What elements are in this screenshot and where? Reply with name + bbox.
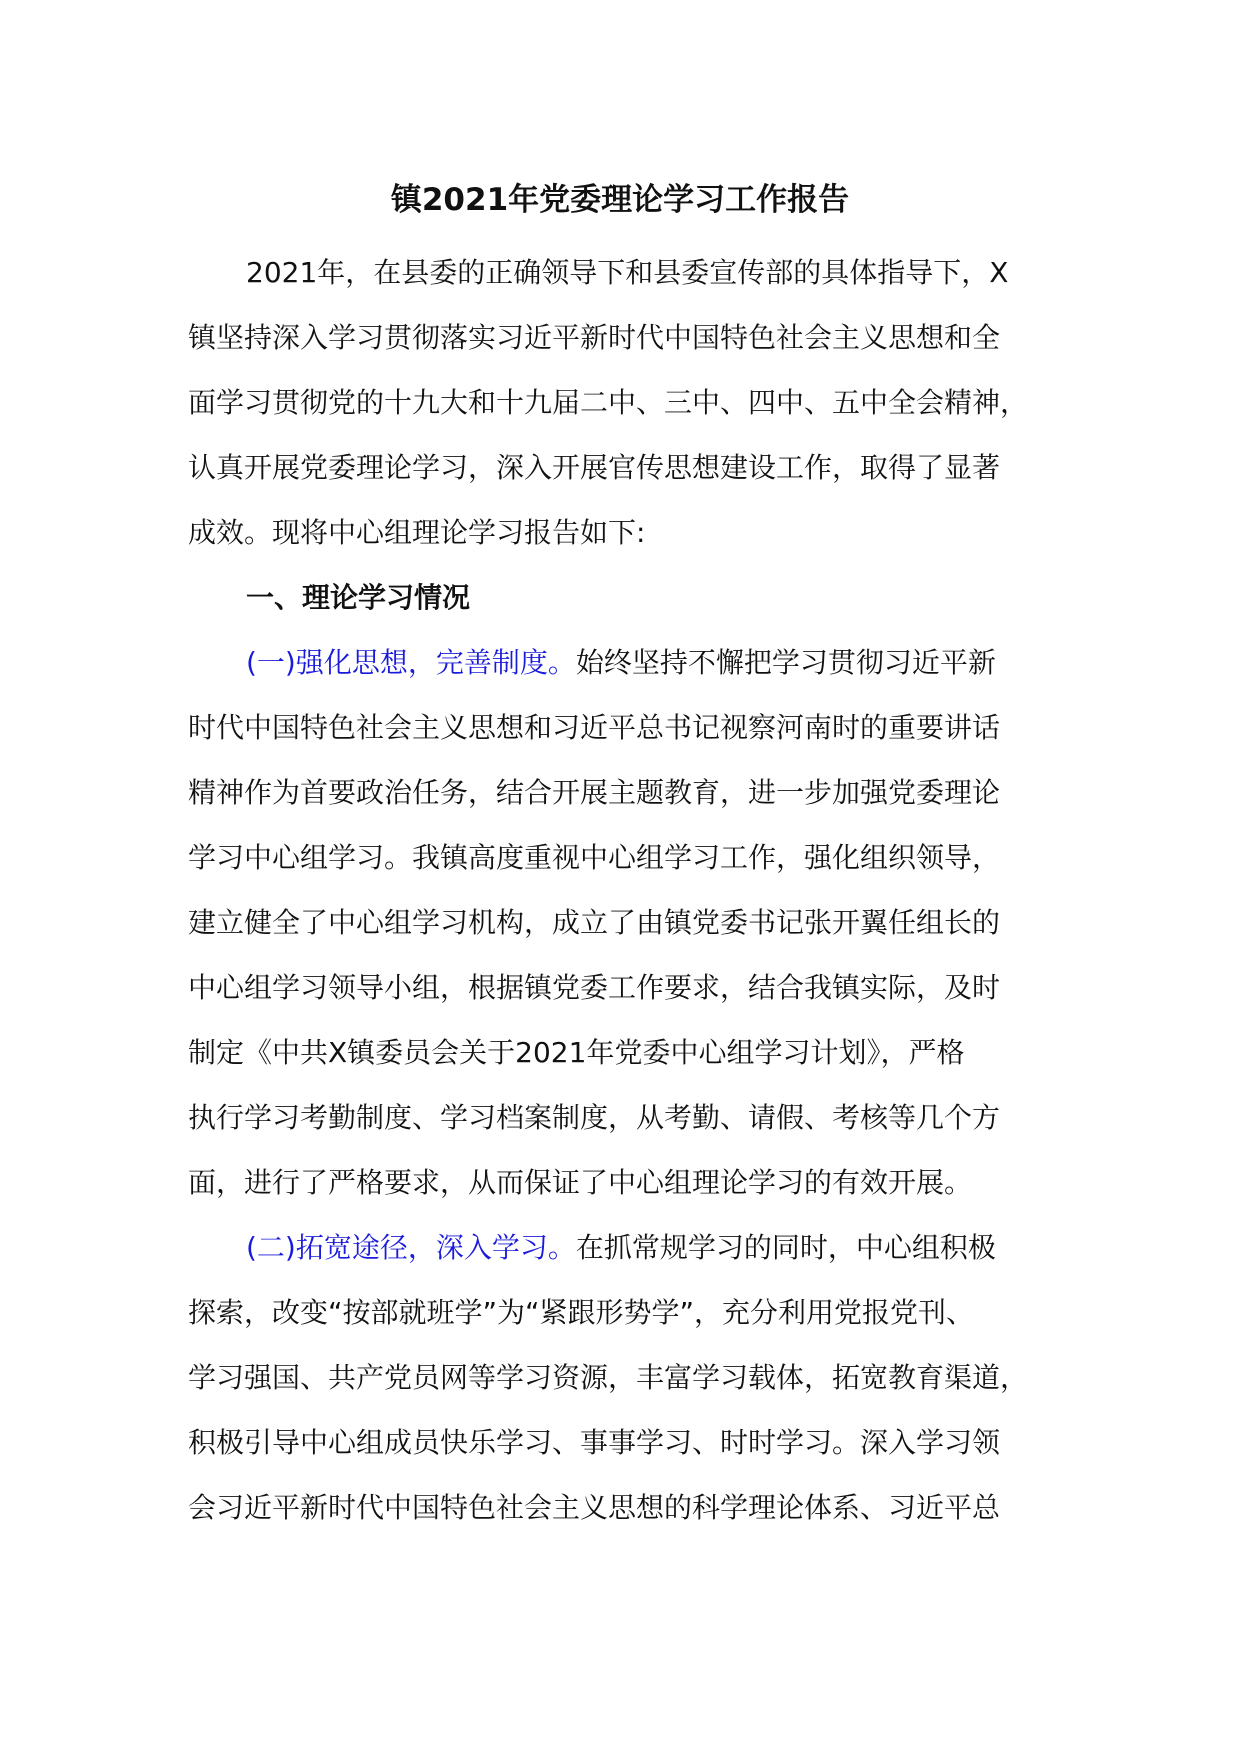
intro-line: 成效。现将中心组理论学习报告如下: (188, 516, 646, 549)
paragraph-line: 面，进行了严格要求，从而保证了中心组理论学习的有效开展。 (188, 1166, 973, 1199)
document-title: 镇2021年党委理论学习工作报告 (390, 182, 850, 218)
paragraph-strengthen-thought (188, 630, 1068, 1215)
document-body (188, 240, 1068, 1540)
intro-line: 面学习贯彻党的十九大和十九届二中、三中、四中、五中全会精神， (188, 386, 1029, 419)
paragraph-line: 制定《中共X镇委员会关于2021年党委中心组学习计划》，严格 (188, 1036, 965, 1069)
paragraph-first-line (188, 630, 1068, 695)
paragraph-line: 精神作为首要政治任务，结合开展主题教育，进一步加强党委理论 (188, 776, 1001, 809)
paragraph-line: 建立健全了中心组学习机构，成立了由镇党委书记张开翼任组长的 (188, 906, 1001, 939)
intro-line: 认真开展党委理论学习，深入开展官传思想建设工作，取得了显著 (188, 451, 1001, 484)
paragraph-line: 会习近平新时代中国特色社会主义思想的科学理论体系、习近平总 (188, 1491, 1001, 1524)
intro-line: 镇坚持深入学习贯彻落实习近平新时代中国特色社会主义思想和全 (188, 321, 1001, 354)
paragraph-line: 探索，改变“按部就班学”为“紧跟形势学”，充分利用党报党刊、 (188, 1296, 975, 1329)
paragraph-line: 学习强国、共产党员网等学习资源，丰富学习载体，拓宽教育渠道， (188, 1361, 1029, 1394)
paragraph-line: 积极引导中心组成员快乐学习、事事学习、时时学习。深入学习领 (188, 1426, 1001, 1459)
paragraph-first-line-text: 始终坚持不懈把学习贯彻习近平新 (575, 646, 996, 679)
paragraph-first-line (188, 1215, 1068, 1280)
paragraph-line: 时代中国特色社会主义思想和习近平总书记视察河南时的重要讲话 (188, 711, 1001, 744)
paragraph-line: 执行学习考勤制度、学习档案制度，从考勤、请假、考核等几个方 (188, 1101, 1001, 1134)
section-heading: 一、理论学习情况 (246, 581, 471, 614)
paragraph-lead-phrase: (一)强化思想，完善制度。 (246, 646, 576, 679)
intro-line: 2021年，在县委的正确领导下和县委宣传部的具体指导下，X (246, 256, 1009, 289)
paragraph-lead-phrase: (二)拓宽途径，深入学习。 (246, 1231, 576, 1264)
intro-paragraph (188, 240, 1068, 565)
paragraph-line: 中心组学习领导小组，根据镇党委工作要求，结合我镇实际，及时 (188, 971, 1001, 1004)
paragraph-broaden-channels (188, 1215, 1068, 1540)
paragraph-line: 学习中心组学习。我镇高度重视中心组学习工作，强化组织领导， (188, 841, 1001, 874)
paragraph-first-line-text: 在抓常规学习的同时，中心组积极 (575, 1231, 996, 1264)
